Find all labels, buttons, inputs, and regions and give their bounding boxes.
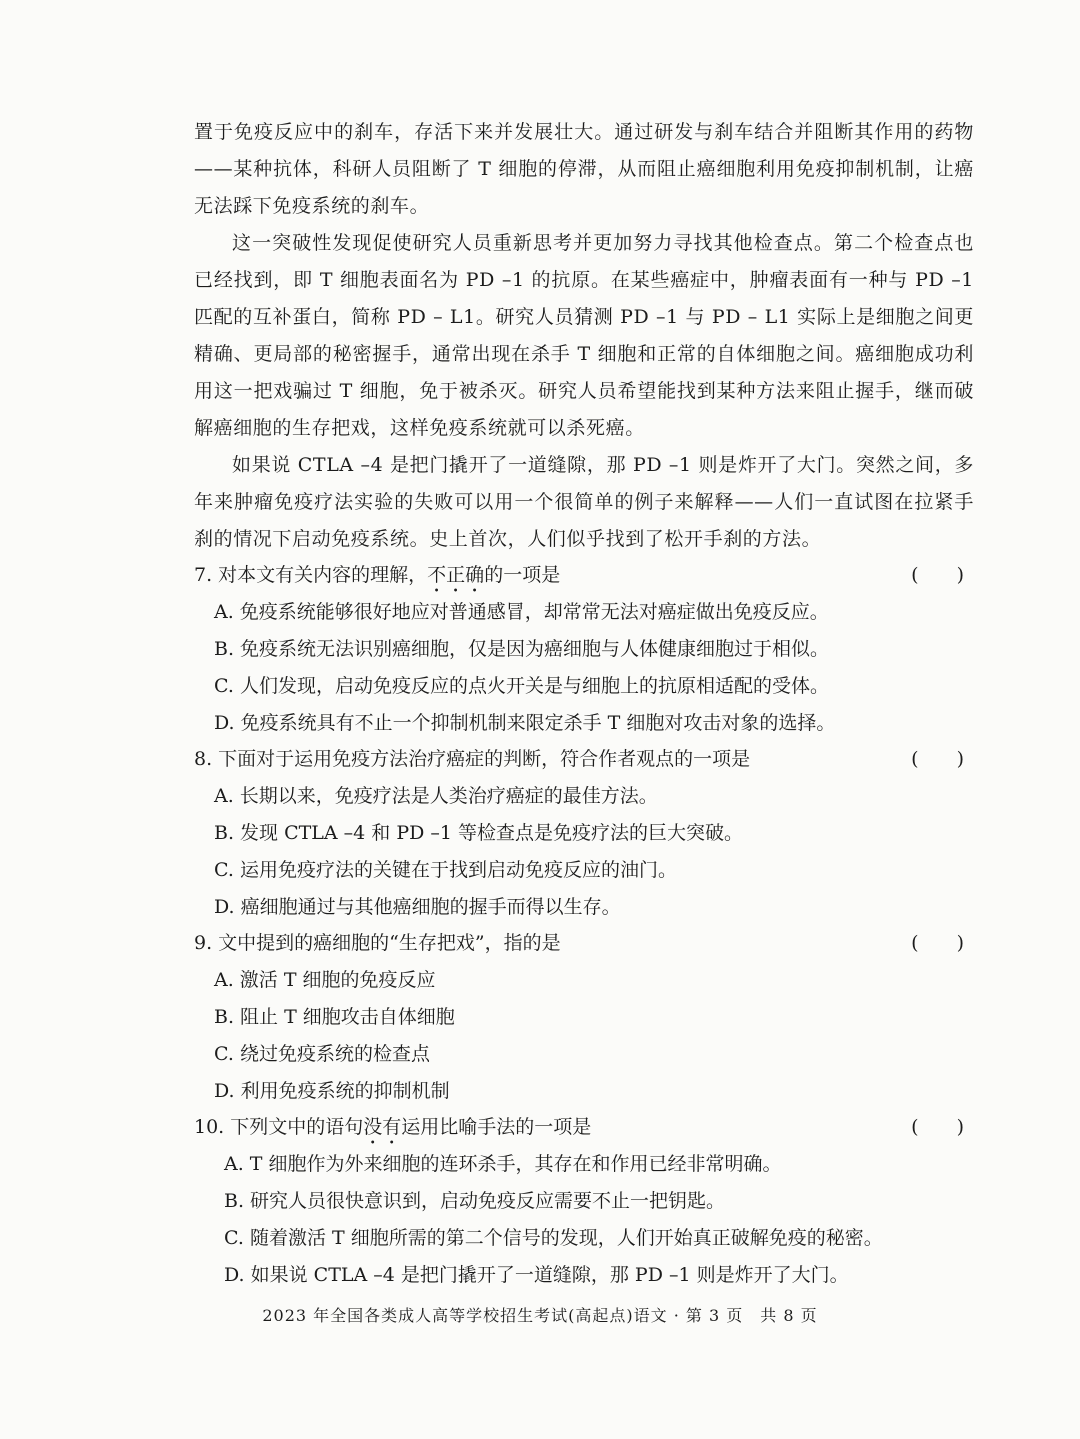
question-7-option-a: A. 免疫系统能够很好地应对普通感冒，却常常无法对癌症做出免疫反应。 <box>214 601 829 623</box>
question-10 <box>194 1109 974 1294</box>
question-9-option-a: A. 激活 T 细胞的免疫反应 <box>214 969 436 991</box>
question-8-option-a: A. 长期以来，免疫疗法是人类治疗癌症的最佳方法。 <box>214 785 658 807</box>
question-10-text-post: 运用比喻手法的一项是 <box>401 1116 592 1138</box>
question-9-option-d: D. 利用免疫系统的抑制机制 <box>214 1080 450 1102</box>
question-9-stem <box>194 925 974 962</box>
question-7-emphasis: 不正确 <box>427 564 485 586</box>
question-8-option-d: D. 癌细胞通过与其他癌细胞的握手而得以生存。 <box>214 896 621 918</box>
reading-passage <box>194 114 974 558</box>
question-10-option-d: D. 如果说 CTLA –4 是把门撬开了一道缝隙，那 PD –1 则是炸开了大门。 <box>224 1264 849 1286</box>
question-7-option-b: B. 免疫系统无法识别癌细胞，仅是因为癌细胞与人体健康细胞过于相似。 <box>214 638 830 660</box>
question-10-text-pre: 10. 下列文中的语句 <box>194 1116 364 1138</box>
question-9 <box>194 925 974 1110</box>
question-7 <box>194 557 974 742</box>
question-9-answer-blank: ( ) <box>911 932 964 954</box>
question-10-option-a: A. T 细胞作为外来细胞的连环杀手，其存在和作用已经非常明确。 <box>224 1153 782 1175</box>
question-8-option-b: B. 发现 CTLA –4 和 PD –1 等检查点是免疫疗法的巨大突破。 <box>214 822 744 844</box>
question-8 <box>194 741 974 926</box>
passage-paragraph-2: 这一突破性发现促使研究人员重新思考并更加努力寻找其他检查点。第二个检查点也已经找到，即 T 细胞表面名为 PD –1 的抗原。在某些癌症中，肿瘤表面有一种与 PD –1 匹配的互补蛋白，简称 PD – L1。研究人员猜测 PD –1 与 PD – L1 实际上是细胞之间更精确、更局部的秘密握手，通常出现在杀手 T 细胞和正常的自体细胞之间。癌细胞成功利用这一把戏骗过 T 细胞，免于被杀灭。研究人员希望能找到某种方法来阻止握手，继而破解癌细胞的生存把戏，这样免疫系统就可以杀死癌。 <box>194 232 974 439</box>
question-7-text-post: 的一项是 <box>484 564 561 586</box>
question-7-answer-blank: ( ) <box>911 564 964 586</box>
question-10-option-b: B. 研究人员很快意识到，启动免疫反应需要不止一把钥匙。 <box>224 1190 726 1212</box>
question-8-text: 8. 下面对于运用免疫方法治疗癌症的判断，符合作者观点的一项是 <box>194 748 751 770</box>
passage-paragraph-3: 如果说 CTLA –4 是把门撬开了一道缝隙，那 PD –1 则是炸开了大门。突然之间，多年来肿瘤免疫疗法实验的失败可以用一个很简单的例子来解释——人们一直试图在拉紧手刹的情况下启动免疫系统。史上首次，人们似乎找到了松开手刹的方法。 <box>194 454 974 550</box>
question-8-answer-blank: ( ) <box>911 748 964 770</box>
passage-paragraph-1: 置于免疫反应中的刹车，存活下来并发展壮大。通过研发与刹车结合并阻断其作用的药物——某种抗体，科研人员阻断了 T 细胞的停滞，从而阻止癌细胞利用免疫抑制机制，让癌无法踩下免疫系统的刹车。 <box>194 121 974 217</box>
page-footer: 2023 年全国各类成人高等学校招生考试(高起点)语文 · 第 3 页 共 8 页 <box>262 1306 818 1325</box>
question-8-stem <box>194 741 974 778</box>
question-7-stem <box>194 557 974 594</box>
question-8-option-c: C. 运用免疫疗法的关键在于找到启动免疫反应的油门。 <box>214 859 677 881</box>
question-7-option-c: C. 人们发现，启动免疫反应的点火开关是与细胞上的抗原相适配的受体。 <box>214 675 829 697</box>
question-10-stem <box>194 1109 974 1146</box>
question-9-option-b: B. 阻止 T 细胞攻击自体细胞 <box>214 1006 455 1028</box>
question-10-emphasis: 没有 <box>363 1116 402 1138</box>
question-10-answer-blank: ( ) <box>911 1116 964 1138</box>
question-10-option-c: C. 随着激活 T 细胞所需的第二个信号的发现，人们开始真正破解免疫的秘密。 <box>224 1227 883 1249</box>
question-7-option-d: D. 免疫系统具有不止一个抑制机制来限定杀手 T 细胞对攻击对象的选择。 <box>214 712 836 734</box>
question-9-text: 9. 文中提到的癌细胞的“生存把戏”，指的是 <box>194 932 561 954</box>
question-9-option-c: C. 绕过免疫系统的检查点 <box>214 1043 430 1065</box>
question-7-text-pre: 7. 对本文有关内容的理解， <box>194 564 428 586</box>
